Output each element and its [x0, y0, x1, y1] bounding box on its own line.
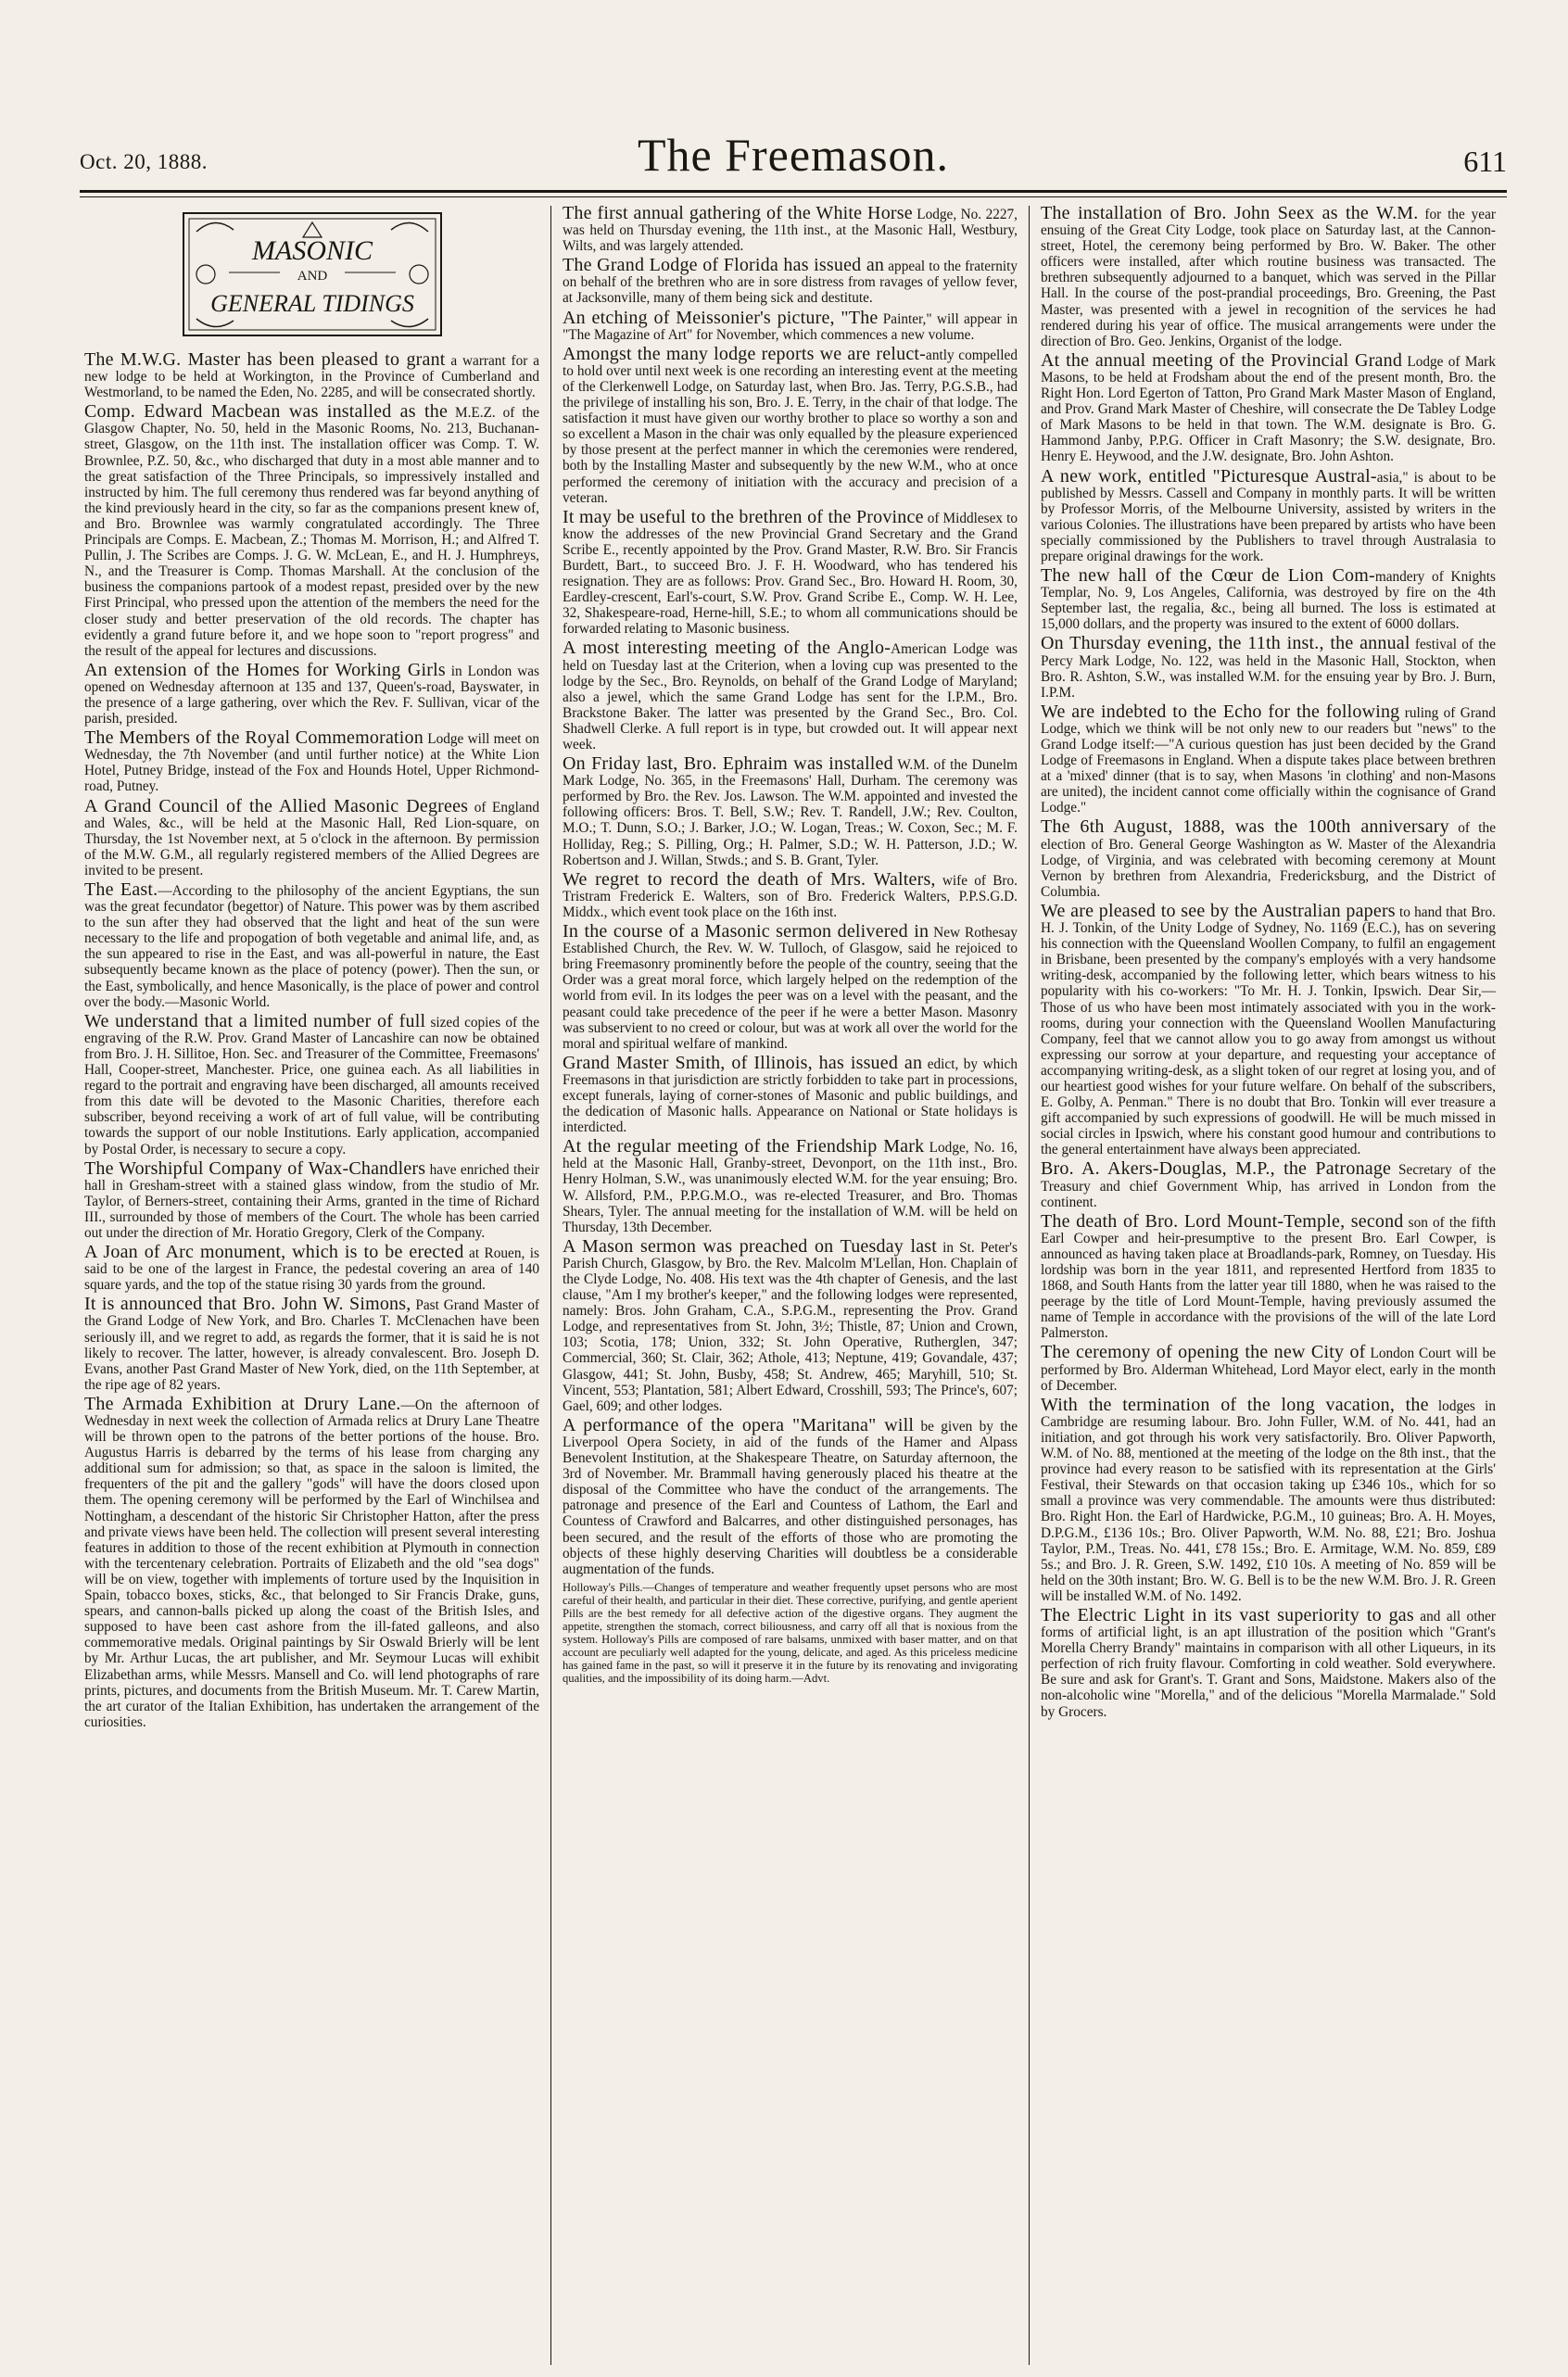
news-item-body: festival of the Percy Mark Lodge, No. 122, was held in the Masonic Hall, Stockton, when Bro. R. Ashton, S.W., was installed W.M. for the ensuing year by Bro. J. Burn, I.P.M. — [1041, 637, 1496, 701]
news-item-body: —On the afternoon of Wednesday in next week the collection of Armada relics at Drury Lane Theatre will be thrown open to the patrons of the better portions of the house. Bro. Augustus Harris is debarred by the terms of his lease from charging any additional sum for admission; so that, as space in the saloon is limited, the frequenters of the pit and the gallery "gods" will have the doors closed upon them. The opening ceremony will be performed by the Earl of Winchilsea and Nottingham, a descendant of the historic Sir Christopher Hatton, after the press and private views have been held. The collection will present several interesting features in addition to those of the recent exhibition at Plymouth in connection with the tercentenary celebration. Portraits of Elizabeth and the old "sea dogs" will be on view, together with implements of torture used by the Inquisition in Spain, tobacco boxes, sticks, &c., that belonged to Sir Francis Drake, guns, spears, and cannon-balls picked up along the coast of the British Isles, and supposed to have been cast ashore from the ill-fated galleons, and also commemorative medals. Original paintings by Sir Oswald Brierly will be lent by Mr. Arthur Lucas, the art publisher, and Mr. Seymour Lucas will exhibit Elizabethan arms, while Messrs. Mansell and Co. will lend photographs of rare prints, pictures, and documents from the British Museum. Mr. T. Carew Martin, the art curator of the Italian Exhibition, has undertaken the arrangement of the curiosities. — [84, 1397, 539, 1730]
news-item-lead: The new hall of the Cœur de Lion Com- — [1041, 565, 1375, 587]
news-item-body: and all other forms of artificial light, is an apt illustration of the position which "Grant's Morella Cherry Brandy" maintains in comparison with all other Liqueurs, in its perfection of rich fruity flavour. Comforting in cold weather. Sold everywhere. Be sure and ask for Grant's. T. Grant and Sons, Maidstone. Makers also of the non-alcoholic wine "Morella," and of the delicious "Morella Marmalade." Sold by Grocers. — [1041, 1608, 1496, 1720]
news-item — [1041, 206, 1496, 349]
news-item — [563, 1581, 1018, 1685]
news-item-lead: We are indebted to the Echo for the following — [1041, 701, 1400, 722]
news-item-lead: In the course of a Masonic sermon delivered in — [563, 921, 929, 942]
news-item-body: be given by the Liverpool Opera Society, in aid of the funds of the Hamer and Alpass Benevolent Institution, at the Shakespeare Theatre, on Saturday afternoon, the 3rd of November. Mr. Brammall having generously placed his theatre at the disposal of the Committee who have the conduct of the arrangements. The patronage and presence of the Earl and Countess of Lathom, the Earl and Countess of Crawford and Balcarres, and other distinguished personages, has been secured, and the result of the efforts of those who are promoting the objects of these highly deserving Charities will doubtless be a considerable augmentation of the funds. — [563, 1418, 1018, 1577]
news-item-body: Painter," will appear in "The Magazine of Art" for November, which commences a new volume. — [563, 310, 1018, 343]
news-item-lead: A most interesting meeting of the Anglo- — [563, 638, 891, 659]
news-item — [84, 879, 539, 1010]
news-item — [1041, 349, 1496, 465]
ornamental-banner-icon — [178, 209, 447, 339]
news-item — [563, 921, 1018, 1052]
news-item-lead: An extension of the Homes for Working Girls — [84, 659, 446, 680]
news-item-body: Lodge will meet on Wednesday, the 7th November (and until further notice) at the White Lion Hotel, Putney Bridge, instead of the Fox and Hounds Hotel, Upper Richmond-road, Putney. — [84, 731, 539, 795]
news-item — [84, 349, 539, 401]
news-item — [1041, 1342, 1497, 1394]
news-item — [1041, 1604, 1496, 1720]
news-item — [563, 868, 1018, 920]
article-columns — [80, 206, 1507, 2365]
column-1 — [80, 206, 544, 2365]
news-item-lead: The Grand Lodge of Florida has issued an — [563, 255, 885, 276]
news-item — [84, 1393, 539, 1730]
news-item-body: of Middlesex to know the addresses of the new Provincial Grand Secretary and the Grand Scribe E., recently appointed by the Prov. Grand Master, R.W. Bro. Sir Francis Burdett, Bart., to succeed Bro. J. F. H. Woodward, who has tendered his resignation. They are as follows: Prov. Grand Sec., Bro. Howard H. Room, 30, Eardley-crescent, Earl's-court, S.W. Prov. Grand Scribe E., Comp. W. H. Lee, 32, Shakespeare-road, Herne-hill, S.E.; to whom all communications should be forwarded relating to Masonic business. — [563, 510, 1018, 638]
news-item-lead: We understand that a limited number of full — [84, 1010, 426, 1031]
column-divider — [550, 206, 551, 2365]
news-item-body: lodges in Cambridge are resuming labour. Bro. John Fuller, W.M. of No. 441, had an initiation, and got through his work very satisfactorily. Bro. Oliver Papworth, W.M. of No. 88, mentioned at the meeting of the lodge on the 8th inst., that the province had every reason to be satisfied with its representation at the Girls' Festival, their Stewards on that occasion taking up £346 10s., which for so small a province was very commendable. The amounts were thus distributed: Bro. Right Hon. the Earl of Hardwicke, P.G.M., 10 guineas; Bro. A. H. Moyes, D.P.G.M., £136 10s.; Bro. Oliver Papworth, W.M. No. 88, £21; Bro. Joshua Taylor, P.M., Treas. No. 441, £78 15s.; Bro. E. Armitage, W.M. No. 859, £89 5s.; and Bro. J. R. Green, S.W. 1492, £10 10s. A meeting of No. 859 will be held on the 30th instant; Bro. W. G. Bell is to be the new W.M. Bro. J. R. Green will be installed W.M. of No. 1492. — [1041, 1397, 1496, 1604]
news-item — [1041, 1394, 1496, 1604]
masthead-line-2: AND — [297, 269, 327, 284]
news-item-body: Lodge of Mark Masons, to be held at Frodsham about the end of the present month, Bro. the Right Hon. Lord Egerton of Tatton, Pro Grand Mark Master Mason of England, and Prov. Grand Mark Master of Cheshire, will consecrate the De Tabley Lodge of Mark Masons to be held in that town. The W.M. designate is Bro. G. Hammond Janby, P.P.G. Officer in Craft Masonry; the S.W. designate, Bro. Henry E. Heywood, and the J.W. designate, Bro. John Ashton. — [1041, 353, 1496, 465]
news-item-lead: At the regular meeting of the Friendship Mark — [563, 1136, 925, 1157]
news-item-body: in London was opened on Wednesday afternoon at 135 and 137, Queen's-road, Bayswater, in the presence of a large gathering, over which the Rev. F. Sullivan, vicar of the parish, presided. — [84, 663, 539, 727]
news-item — [1041, 1158, 1496, 1210]
news-item — [563, 640, 1018, 752]
news-item — [563, 343, 1018, 506]
news-item — [84, 795, 539, 879]
news-item — [563, 255, 1018, 307]
header-rule — [80, 190, 1507, 193]
news-item-lead: It may be useful to the brethren of the Province — [563, 506, 924, 527]
news-item-body: Holloway's Pills.—Changes of temperature and weather frequently upset persons who are most careful of their health, and particular in their diet. These corrective, purifying, and gentle aperient Pills are the best remedy for all defective action of the digestive organs. They augment the appetite, strengthen the stomach, correct biliousness, and carry off all that is noxious from the system. Holloway's Pills are composed of rare balsams, unmixed with baser matter, and on that account are peculiarly well adapted for the young, delicate, and aged. As this priceless medicine has gained fame in the past, so will it preserve it in the future by its renovating and invigorating qualities, and the impossibility of its doing harm.—Advt. — [563, 1580, 1018, 1685]
news-item-body: —According to the philosophy of the ancient Egyptians, the sun was the great fecundator (begettor) of Nature. This power was by them ascribed to the sun after they had observed that the light and heat of the sun were necessary to the life and propogation of both vegetable and animal life, and, as the sun appeared to rise in the East, and was all-powerful in nature, the East subsequently became known as the place of potency (power). Then the sun, or the East, symbolically, and hence Masonically, is the place of power and control over the body.—Masonic World. — [84, 883, 539, 1010]
news-item — [1041, 633, 1496, 701]
news-item-lead: An etching of Meissonier's picture, "The — [563, 307, 879, 328]
news-item — [1041, 701, 1497, 816]
news-item — [563, 1414, 1018, 1577]
news-item-body: Past Grand Master of the Grand Lodge of New York, and Bro. Charles T. McClenachen have been seriously ill, and we regret to add, as regards the former, that it is said he is not likely to recover. The latter, however, is already convalescent. Bro. Joseph D. Evans, another Past Grand Master of New York, died, on the 11th September, at the ripe age of 82 years. — [84, 1297, 539, 1393]
news-item-body: at Rouen, is said to be one of the largest in France, the pedestal covering an area of 140 square yards, and the top of the statue rising 30 yards from the ground. — [84, 1245, 539, 1294]
news-item — [563, 1052, 1018, 1136]
column-3 — [1036, 206, 1500, 2365]
news-item-body: of the election of Bro. General George Washington as W. Master of the Alexandria Lodge, of Virginia, and was celebrated with becoming ceremony at Mount Vernon by brethren from Alexandria, Fredericksburg, and the District of Columbia. — [1041, 820, 1496, 900]
news-item — [563, 753, 1018, 868]
news-item-lead: The ceremony of opening the new City of — [1041, 1342, 1366, 1363]
news-item-body: edict, by which Freemasons in that jurisdiction are strictly forbidden to take part in processions, except funerals, laying of corner-stones of Masonic and public buildings, and the dedication of Masonic halls. Appearance on National or State holidays is interdicted. — [563, 1056, 1018, 1136]
news-item-body: antly compelled to hold over until next week is one recording an interesting event at the meeting of the Clerkenwell Lodge, on Saturday last, when Bro. Jas. Terry, P.G.S.B., had the privilege of installing his son, Bro. J. E. Terry, in the chair of that lodge. The satisfaction it must have given our worthy brother to place so worthy a son and so excellent a Mason in the chair was only equalled by the pleasure experienced by those present at the perfect manner in which the ceremonies were rendered, both by the Installing Master and subsequently by the new W.M., who at once performed the ceremony of initiation with the accuracy and precision of a veteran. — [563, 347, 1018, 506]
news-item-body: to hand that Bro. H. J. Tonkin, of the Unity Lodge of Sydney, No. 1169 (E.C.), has on severing his connection with the Queensland Woollen Company, to fulfil an engagement in Brisbane, been presented by the company's employés with a very handsome writing-desk, accompanied by the following letter, which bears witness to his popularity with his co-workers: "To Mr. H. J. Tonkin, Ipswich. Dear Sir,—Those of us who have been most intimately associated with you in the work-rooms, during your connection with the Queensland Woollen Manufacturing Company, feel that we cannot allow you to go away from amongst us without expressing our sorrow at your departure, and requesting your acceptance of accompanying writing-desk, as a slight token of our regret at losing you, and of our heartiest good wishes for your future welfare. On behalf of the subscribers, E. Golby, A. Penman." There is no doubt that Bro. Tonkin will ever treasure a gift accompanied by such expressions of goodwill. He will be much missed in social circles in Ipswich, where his constant good humour and contributions to the general entertainment have always been appreciated. — [1041, 904, 1496, 1158]
news-item-body: W.M. of the Dunelm Mark Lodge, No. 365, in the Freemasons' Hall, Durham. The ceremony was performed by Bro. the Rev. Jos. Lawson. The W.M. appointed and invested the following officers: Bros. T. Bell, S.W.; Rev. T. Randell, J.W.; Rev. Coulton, M.O.; T. Dunn, S.O.; J. Barker, J.O.; W. Logan, Treas.; W. Coxon, Sec.; M. F. Holliday, Reg.; S. Pilling, Org.; H. Palmer, S.D.; W. H. Patterson, J.D.; W. Robertson and J. Willan, Stwds.; and S. B. Grant, Tyler. — [563, 757, 1018, 868]
news-item — [84, 1242, 539, 1294]
news-item-body: London Court will be performed by Bro. Alderman Whitehead, Lord Mayor elect, early in the month of December. — [1041, 1346, 1497, 1394]
news-item-body: asia," is about to be published by Messrs. Cassell and Company in monthly parts. It will be written by Professor Morris, of the Melbourne University, assisted by writers in the various Colonies. The illustrations have been prepared by artists who have been specially commissioned by the Publishers to travel through Australasia to prepare original drawings for the work. — [1041, 469, 1496, 564]
news-item-lead: The Electric Light in its vast superiority to gas — [1041, 1604, 1414, 1625]
news-item-lead: The first annual gathering of the White Horse — [563, 206, 913, 223]
news-item — [1041, 816, 1496, 900]
news-item-lead: Comp. Edward Macbean was installed as the — [84, 401, 449, 423]
news-item — [563, 506, 1018, 638]
news-item — [563, 1235, 1018, 1414]
news-item-lead: It is announced that Bro. John W. Simons, — [84, 1294, 411, 1315]
news-item-body: New Rothesay Established Church, the Rev. W. W. Tulloch, of Glasgow, said he rejoiced to bring Freemasonry prominently before the people of the country, seeing that the Order was a great moral force, which largely helped on the redemption of the world from evil. In its lodges the peer was on a level with the peasant, and the peasant could take precedence of the peer if he were a better Mason. Masonry was subservient to no creed or colour, but was at work all over the world for the moral and spiritual welfare of mankind. — [563, 925, 1018, 1052]
news-item-lead: A performance of the opera "Maritana" will — [563, 1414, 915, 1435]
news-item-lead: On Thursday evening, the 11th inst., the annual — [1041, 633, 1410, 654]
issue-date: Oct. 20, 1888. — [80, 150, 208, 173]
column-1-articles — [84, 349, 540, 1730]
news-item — [84, 659, 539, 727]
column-2 — [558, 206, 1022, 2365]
news-item-lead: The installation of Bro. John Seex as the W.M. — [1041, 206, 1419, 223]
newspaper-title: The Freemason. — [637, 129, 950, 181]
news-item-body: mandery of Knights Templar, No. 9, Los Angeles, California, was destroyed by fire on the 4th September last, the regalia, &c., being all burned. The loss is estimated at 15,000 dollars, and the property was insured to the extent of 6000 dollars. — [1041, 569, 1496, 633]
news-item-body: appeal to the fraternity on behalf of the brethren who are in sore distress from ravages of yellow fever, at Jacksonville, many of them being sick and destitute. — [563, 259, 1018, 307]
news-item — [1041, 900, 1496, 1158]
news-item-body: a warrant for a new lodge to be held at Workington, in the Province of Cumberland and Westmorland, to be named the Eden, No. 2285, and will be consecrated shortly. — [84, 353, 539, 401]
news-item-body: in St. Peter's Parish Church, Glasgow, by Bro. the Rev. Malcolm M'Lellan, Hon. Chaplain of the Clyde Lodge, No. 408. His text was the 4th chapter of Genesis, and the last clause, "Am I my brother's keeper," and the following lodges were represented, namely: Bros. John Graham, C.A., S.P.G.M., representing the Prov. Grand Lodge, and representatives from St. John, 3½; Thistle, 87; Union and Crown, 103; Scotia, 178; Union, 332; St. John Operative, Rutherglen, 347; Commercial, 360; St. Clair, 362; Athole, 413; Neptune, 419; Govandale, 437; Glasgow, 441; St. John, Busby, 458; St. Andrew, 465; Maryhill, 510; St. Vincent, 553; Plantation, 581; Albert Edward, Crosshill, 593; The Prince's, 607; Gael, 609; and other lodges. — [563, 1239, 1018, 1414]
news-item-body: Lodge, No. 2227, was held on Thursday evening, the 11th inst., at the Masonic Hall, Westbury, Wilts, and was largely attended. — [563, 207, 1018, 255]
news-item-body: wife of Bro. Tristram Frederick E. Walters, son of Bro. Frederick Walters, P.P.S.G.D. Middx., which event took place on the 16th inst. — [563, 872, 1018, 920]
page-number: 611 — [1463, 145, 1507, 178]
news-item-lead: The Worshipful Company of Wax-Chandlers — [84, 1157, 426, 1179]
news-item-body: for the year ensuing of the Great City Lodge, took place on Saturday last, at the Cannon-street, Hotel, the ceremony being performed by Bro. W. Baker. The other officers were installed, after which routine business was transacted. The brethren subsequently adjourned to a banquet, which was served in the Pillar Hall. In the course of the post-prandial proceedings, Bro. Greening, the Past Master, was presented with a jewel in recognition of the services he had rendered during his year of office. The musical arrangements were under the direction of Bro. Geo. Jenkins, Organist of the lodge. — [1041, 207, 1496, 349]
news-item-lead: The Members of the Royal Commemoration — [84, 727, 424, 749]
header-rule-thin — [80, 196, 1507, 197]
news-item-lead: We regret to record the death of Mrs. Walters, — [563, 868, 936, 890]
news-item-lead: A new work, entitled "Picturesque Austral- — [1041, 465, 1377, 487]
masonic-tidings-masthead — [84, 209, 539, 339]
news-item-body: sized copies of the engraving of the R.W. Prov. Grand Master of Lancashire can now be obtained from Bro. J. H. Sillitoe, Hon. Sec. and Treasurer of the Committee, Freemasons' Hall, Cooper-street, Manchester. Price, one guinea each. As all liabilities in regard to the portrait and engraving have been discharged, all amounts received from this date will be devoted to the Masonic Charities, therefore each subscriber, beyond receiving a work of art of full value, will be contributing towards the support of our noble Institutions. Early application, accompanied by Postal Order, is necessary to secure a copy. — [84, 1014, 539, 1157]
news-item — [563, 1136, 1018, 1235]
news-item-lead: A Mason sermon was preached on Tuesday last — [563, 1235, 938, 1257]
news-item-lead: We are pleased to see by the Australian papers — [1041, 900, 1396, 921]
news-item-lead: A Joan of Arc monument, which is to be erected — [84, 1242, 464, 1263]
news-item-lead: A Grand Council of the Allied Masonic Degrees — [84, 795, 469, 816]
column-divider — [1029, 206, 1030, 2365]
masthead-line-3: GENERAL TIDINGS — [209, 290, 414, 317]
news-item-body: have enriched their hall in Gresham-street with a stained glass window, from the studio of Mr. Taylor, of Berners-street, containing their Arms, granted in the time of Richard III., surrounded by those of members of the Court. The whole has been carried out under the direction of Mr. Horatio Gregory, Clerk of the Company. — [84, 1161, 539, 1241]
page-header — [80, 128, 1507, 183]
news-item — [84, 401, 540, 659]
news-item — [563, 307, 1018, 343]
news-item-lead: Amongst the many lodge reports we are reluct- — [563, 343, 927, 364]
news-item — [84, 727, 539, 795]
news-item — [84, 1010, 539, 1157]
news-item-body: of England and Wales, &c., will be held at the Masonic Hall, Red Lion-square, on Thursday, the 1st November next, at 5 o'clock in the afternoon. By permission of the M.W. G.M., all regularly registered members of the Allied Degrees are invited to be present. — [84, 799, 539, 879]
news-item-body: American Lodge was held on Tuesday last at the Criterion, when a loving cup was presented to the lodge by the Sec., Bro. Reynolds, on behalf of the Grand Lodge of Maryland; also a jewel, which the same Grand Lodge has sent for the I.P.M., Bro. Brackstone Baker. The latter was presented by the Grand Sec., Bro. Col. Shadwell Clerke. A full report is in type, but crowded out. It will appear next week. — [563, 641, 1018, 752]
masthead-line-1: MASONIC — [251, 235, 373, 266]
news-item-lead: The East. — [84, 879, 158, 900]
news-item-lead: With the termination of the long vacation, the — [1041, 1394, 1429, 1415]
column-3-articles — [1041, 206, 1496, 1720]
news-item-body: Secretary of the Treasury and chief Government Whip, has arrived in London from the continent. — [1041, 1162, 1496, 1210]
news-item-lead: The death of Bro. Lord Mount-Temple, second — [1041, 1210, 1404, 1232]
news-item-body: ruling of Grand Lodge, which we think will be not only new to our readers but "news" to the Grand Lodge itself:—"A curious question has just been decided by the Grand Lodge of Freemasons in England. When a dispute takes place between brethren at a 'mixed' dinner (that is to say, when Masons 'in clothing' and non-Masons are united), the incident cannot come officially within the cognisance of Grand Lodge." — [1041, 704, 1497, 816]
news-item-body: son of the fifth Earl Cowper and heir-presumptive to the present Bro. Earl Cowper, is announced as having taken place at Broadlands-park, Romney, on Tuesday. His lordship was born in the year 1811, and represented Hertford from 1835 to 1868, and South Hants from the latter year till 1880, when he was raised to the peerage by the title of Lord Mount-Temple, having previously assumed the name of Temple in accordance with the provisions of the will of the late Lord Palmerston. — [1041, 1214, 1496, 1342]
news-item-lead: Bro. A. Akers-Douglas, M.P., the Patronage — [1041, 1158, 1392, 1180]
news-item-lead: The M.W.G. Master has been pleased to grant — [84, 349, 446, 370]
news-item-lead: The Armada Exhibition at Drury Lane. — [84, 1393, 401, 1414]
news-item-lead: On Friday last, Bro. Ephraim was installed — [563, 753, 893, 775]
news-item-lead: The 6th August, 1888, was the 100th anniversary — [1041, 816, 1449, 838]
news-item — [84, 1296, 539, 1393]
news-item — [1041, 565, 1496, 633]
column-2-articles — [563, 206, 1018, 1685]
news-item — [1041, 465, 1496, 565]
news-item — [84, 1157, 539, 1241]
news-item-lead: At the annual meeting of the Provincial Grand — [1041, 349, 1403, 371]
news-item-lead: Grand Master Smith, of Illinois, has issued an — [563, 1052, 923, 1073]
news-item-body: M.E.Z. of the Glasgow Chapter, No. 50, held in the Masonic Rooms, No. 213, Buchanan-street, Glasgow, on the 11th inst. The installation officer was Comp. T. W. Brownlee, P.Z. 50, &c., who discharged that duty in a most able manner and to the great satisfaction of the Three Principals, so impressively installed and instructed by him. The full ceremony thus rendered was far beyond anything of the kind previously heard in the city, so far as the companions present knew of, and Bro. Brownlee was warmly congratulated accordingly. The Three Principals are Comps. E. Macbean, Z.; Thomas M. Morrison, H.; and Alfred T. Pullin, J. The Scribes are Comps. J. G. W. McLean, E., and H. J. Humphreys, N., and the Treasurer is Comp. Thomas Marshall. At the conclusion of the business the companions partook of a modest repast, presided over by the new First Principal, who pressed upon the attention of the members the need for the closer study and better preservation of the old records. The chapter has evidently a grand future before it, and we hope soon to "report progress" and the result of the appeal for lectures and discussions. — [84, 405, 540, 659]
news-item-body: Lodge, No. 16, held at the Masonic Hall, Granby-street, Devonport, on the 11th inst., Bro. Henry Holman, S.W., was unanimously elected W.M. for the year ensuing; Bro. W. Allsford, P.M., P.P.G.M.O., was re-elected Treasurer, and Bro. Thomas Shears, Tyler. The annual meeting for the installation of W.M. will be held on Thursday, 13th December. — [563, 1140, 1018, 1235]
news-item — [563, 206, 1018, 254]
news-item — [1041, 1210, 1496, 1342]
